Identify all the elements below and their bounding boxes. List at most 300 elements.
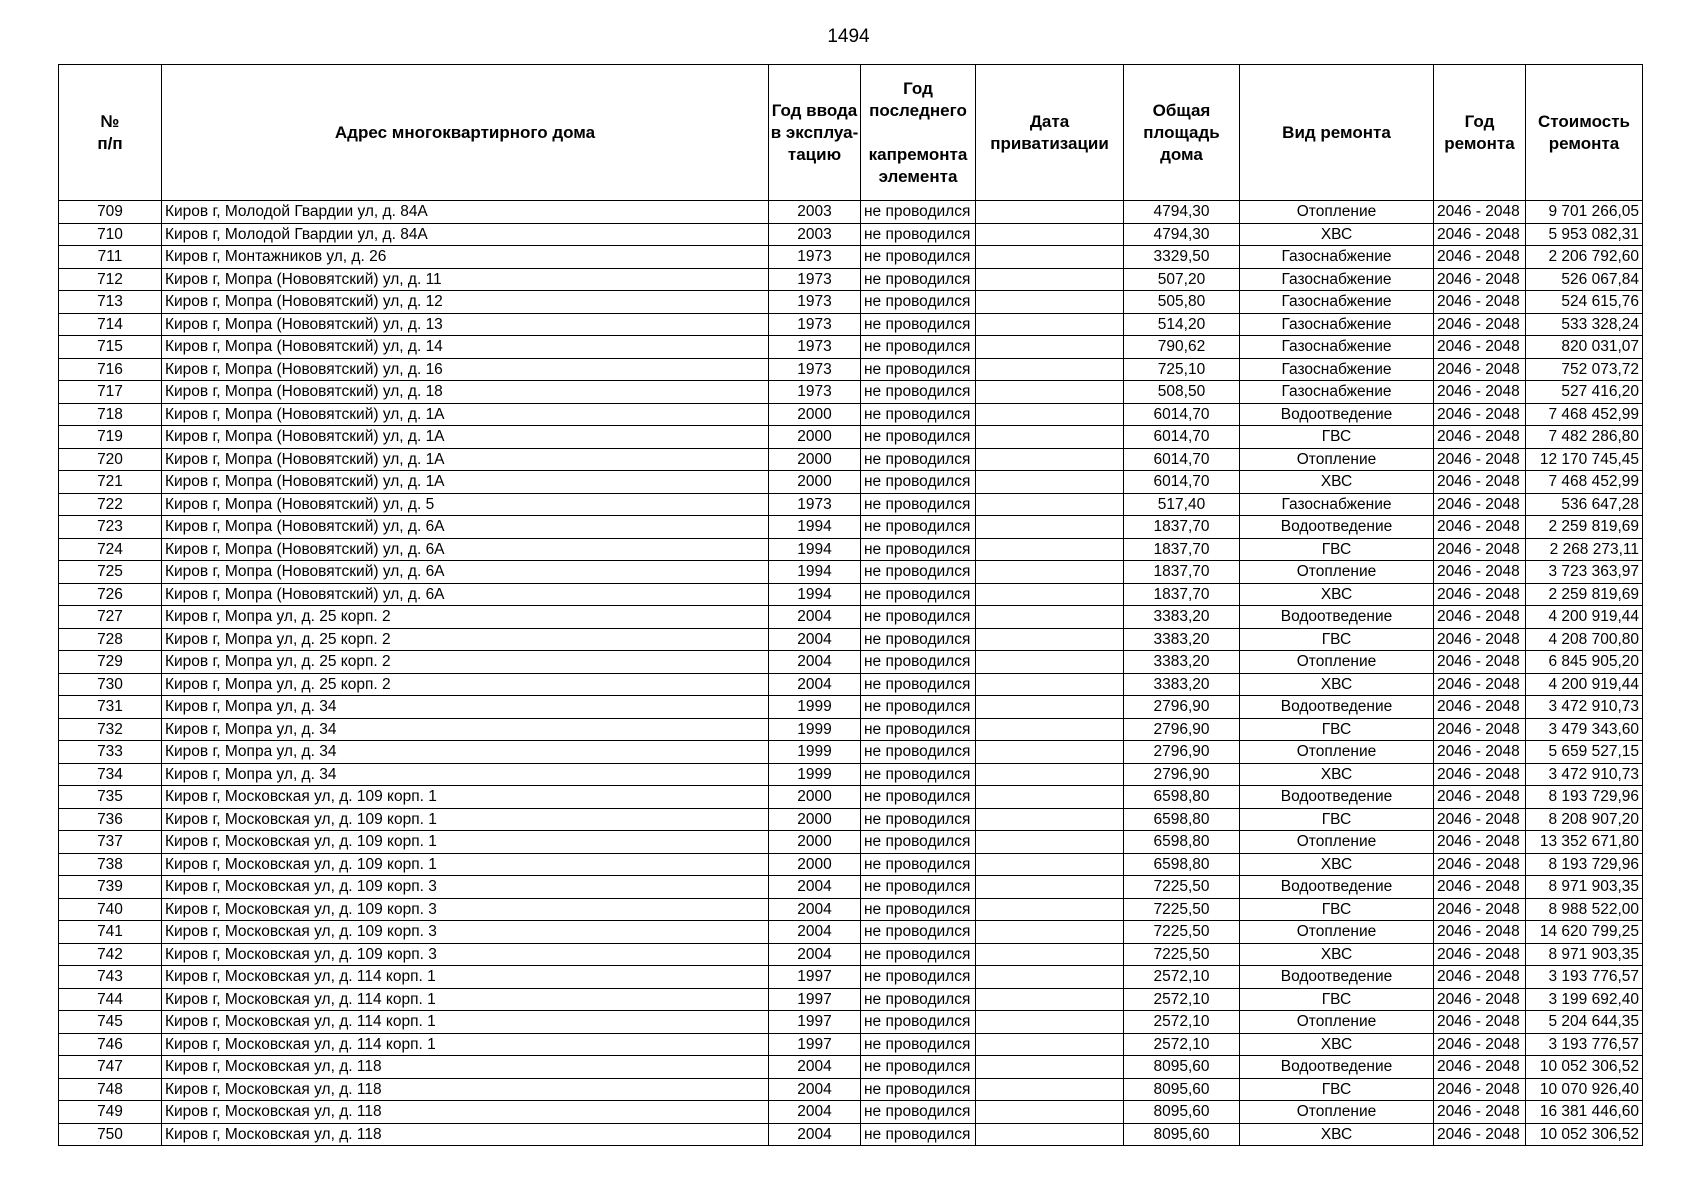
row-num: 740 xyxy=(59,898,162,921)
row-repair-type: Водоотведение xyxy=(1240,1056,1434,1079)
row-privatization-date xyxy=(976,448,1124,471)
row-repair-cost: 7 482 286,80 xyxy=(1526,426,1643,449)
row-year-commission: 2003 xyxy=(769,223,861,246)
row-year-commission: 2004 xyxy=(769,673,861,696)
row-num: 725 xyxy=(59,561,162,584)
row-repair-year: 2046 - 2048 xyxy=(1434,651,1526,674)
row-total-area: 8095,60 xyxy=(1124,1078,1240,1101)
row-privatization-date xyxy=(976,628,1124,651)
row-privatization-date xyxy=(976,583,1124,606)
row-privatization-date xyxy=(976,876,1124,899)
row-repair-year: 2046 - 2048 xyxy=(1434,876,1526,899)
row-year-commission: 1973 xyxy=(769,336,861,359)
row-last-repair: не проводился xyxy=(861,988,976,1011)
row-last-repair: не проводился xyxy=(861,471,976,494)
row-address: Киров г, Мопра (Нововятский) ул, д. 6А xyxy=(162,516,769,539)
row-year-commission: 1999 xyxy=(769,718,861,741)
row-repair-cost: 8 193 729,96 xyxy=(1526,853,1643,876)
row-year-commission: 2004 xyxy=(769,1123,861,1146)
row-repair-cost: 10 052 306,52 xyxy=(1526,1123,1643,1146)
row-repair-cost: 4 208 700,80 xyxy=(1526,628,1643,651)
row-total-area: 7225,50 xyxy=(1124,921,1240,944)
header-repair-cost-label: Стоимость ремонта xyxy=(1538,111,1630,153)
row-last-repair: не проводился xyxy=(861,1033,976,1056)
row-year-commission: 1994 xyxy=(769,583,861,606)
row-repair-cost: 5 953 082,31 xyxy=(1526,223,1643,246)
row-repair-year: 2046 - 2048 xyxy=(1434,381,1526,404)
row-total-area: 2572,10 xyxy=(1124,966,1240,989)
header-row xyxy=(59,65,1643,201)
row-repair-cost: 533 328,24 xyxy=(1526,313,1643,336)
row-total-area: 2572,10 xyxy=(1124,1033,1240,1056)
table-body xyxy=(59,201,1643,1146)
row-num: 741 xyxy=(59,921,162,944)
row-last-repair: не проводился xyxy=(861,718,976,741)
row-total-area: 7225,50 xyxy=(1124,876,1240,899)
row-total-area: 8095,60 xyxy=(1124,1101,1240,1124)
row-year-commission: 2000 xyxy=(769,426,861,449)
table-row xyxy=(59,448,1643,471)
row-privatization-date xyxy=(976,561,1124,584)
row-repair-cost: 3 193 776,57 xyxy=(1526,1033,1643,1056)
row-num: 750 xyxy=(59,1123,162,1146)
row-year-commission: 2000 xyxy=(769,471,861,494)
row-repair-type: Отопление xyxy=(1240,561,1434,584)
row-privatization-date xyxy=(976,763,1124,786)
row-address: Киров г, Мопра ул, д. 25 корп. 2 xyxy=(162,651,769,674)
row-repair-year: 2046 - 2048 xyxy=(1434,516,1526,539)
row-year-commission: 1973 xyxy=(769,291,861,314)
row-last-repair: не проводился xyxy=(861,966,976,989)
row-num: 738 xyxy=(59,853,162,876)
row-address: Киров г, Мопра (Нововятский) ул, д. 5 xyxy=(162,493,769,516)
row-num: 730 xyxy=(59,673,162,696)
row-repair-cost: 8 208 907,20 xyxy=(1526,808,1643,831)
row-repair-year: 2046 - 2048 xyxy=(1434,1033,1526,1056)
row-privatization-date xyxy=(976,1078,1124,1101)
row-repair-cost: 8 971 903,35 xyxy=(1526,876,1643,899)
table-row xyxy=(59,1101,1643,1124)
row-address: Киров г, Мопра ул, д. 34 xyxy=(162,763,769,786)
row-year-commission: 1973 xyxy=(769,381,861,404)
row-num: 718 xyxy=(59,403,162,426)
row-num: 732 xyxy=(59,718,162,741)
row-total-area: 8095,60 xyxy=(1124,1056,1240,1079)
row-repair-year: 2046 - 2048 xyxy=(1434,921,1526,944)
row-repair-type: ГВС xyxy=(1240,808,1434,831)
row-year-commission: 1973 xyxy=(769,246,861,269)
row-total-area: 3383,20 xyxy=(1124,628,1240,651)
row-repair-type: Водоотведение xyxy=(1240,696,1434,719)
row-total-area: 2796,90 xyxy=(1124,741,1240,764)
row-privatization-date xyxy=(976,336,1124,359)
row-num: 729 xyxy=(59,651,162,674)
row-year-commission: 1973 xyxy=(769,493,861,516)
row-address: Киров г, Мопра ул, д. 25 корп. 2 xyxy=(162,606,769,629)
table-row xyxy=(59,358,1643,381)
row-privatization-date xyxy=(976,1123,1124,1146)
row-address: Киров г, Мопра ул, д. 34 xyxy=(162,741,769,764)
row-repair-type: ХВС xyxy=(1240,763,1434,786)
row-year-commission: 2004 xyxy=(769,1056,861,1079)
row-privatization-date xyxy=(976,201,1124,224)
row-total-area: 2796,90 xyxy=(1124,718,1240,741)
row-total-area: 2572,10 xyxy=(1124,988,1240,1011)
row-repair-cost: 820 031,07 xyxy=(1526,336,1643,359)
row-repair-cost: 8 971 903,35 xyxy=(1526,943,1643,966)
row-repair-year: 2046 - 2048 xyxy=(1434,943,1526,966)
header-repair-type xyxy=(1240,65,1434,201)
row-last-repair: не проводился xyxy=(861,538,976,561)
row-repair-year: 2046 - 2048 xyxy=(1434,853,1526,876)
row-last-repair: не проводился xyxy=(861,358,976,381)
row-repair-type: Газоснабжение xyxy=(1240,291,1434,314)
row-year-commission: 1997 xyxy=(769,966,861,989)
row-year-commission: 2004 xyxy=(769,876,861,899)
row-address: Киров г, Мопра (Нововятский) ул, д. 6А xyxy=(162,561,769,584)
row-address: Киров г, Мопра (Нововятский) ул, д. 6А xyxy=(162,583,769,606)
row-repair-cost: 526 067,84 xyxy=(1526,268,1643,291)
row-total-area: 517,40 xyxy=(1124,493,1240,516)
row-repair-cost: 3 472 910,73 xyxy=(1526,763,1643,786)
row-last-repair: не проводился xyxy=(861,921,976,944)
header-num xyxy=(59,65,162,201)
row-last-repair: не проводился xyxy=(861,898,976,921)
row-repair-year: 2046 - 2048 xyxy=(1434,313,1526,336)
row-num: 727 xyxy=(59,606,162,629)
table-row xyxy=(59,898,1643,921)
row-address: Киров г, Московская ул, д. 118 xyxy=(162,1123,769,1146)
row-last-repair: не проводился xyxy=(861,943,976,966)
row-year-commission: 1973 xyxy=(769,358,861,381)
row-repair-year: 2046 - 2048 xyxy=(1434,628,1526,651)
row-total-area: 6598,80 xyxy=(1124,831,1240,854)
row-repair-year: 2046 - 2048 xyxy=(1434,268,1526,291)
row-repair-type: ГВС xyxy=(1240,426,1434,449)
row-total-area: 725,10 xyxy=(1124,358,1240,381)
table-row xyxy=(59,628,1643,651)
table-row xyxy=(59,1033,1643,1056)
row-repair-type: ГВС xyxy=(1240,988,1434,1011)
table-row xyxy=(59,381,1643,404)
table-row xyxy=(59,561,1643,584)
row-last-repair: не проводился xyxy=(861,651,976,674)
table-row xyxy=(59,741,1643,764)
row-repair-cost: 3 479 343,60 xyxy=(1526,718,1643,741)
row-year-commission: 1994 xyxy=(769,516,861,539)
row-num: 743 xyxy=(59,966,162,989)
row-repair-type: Газоснабжение xyxy=(1240,313,1434,336)
row-num: 734 xyxy=(59,763,162,786)
row-privatization-date xyxy=(976,786,1124,809)
row-num: 747 xyxy=(59,1056,162,1079)
row-last-repair: не проводился xyxy=(861,628,976,651)
table-row xyxy=(59,876,1643,899)
row-repair-type: Отопление xyxy=(1240,1101,1434,1124)
row-address: Киров г, Молодой Гвардии ул, д. 84А xyxy=(162,223,769,246)
row-repair-year: 2046 - 2048 xyxy=(1434,831,1526,854)
row-num: 742 xyxy=(59,943,162,966)
row-address: Киров г, Московская ул, д. 109 корп. 1 xyxy=(162,786,769,809)
row-total-area: 4794,30 xyxy=(1124,223,1240,246)
row-last-repair: не проводился xyxy=(861,1056,976,1079)
row-year-commission: 2000 xyxy=(769,403,861,426)
table-row xyxy=(59,606,1643,629)
row-repair-year: 2046 - 2048 xyxy=(1434,561,1526,584)
table-row xyxy=(59,246,1643,269)
row-repair-cost: 3 199 692,40 xyxy=(1526,988,1643,1011)
table-row xyxy=(59,538,1643,561)
page-number: 1494 xyxy=(827,26,870,47)
row-address: Киров г, Московская ул, д. 109 корп. 1 xyxy=(162,853,769,876)
row-repair-year: 2046 - 2048 xyxy=(1434,201,1526,224)
row-address: Киров г, Московская ул, д. 114 корп. 1 xyxy=(162,966,769,989)
row-total-area: 8095,60 xyxy=(1124,1123,1240,1146)
table-row xyxy=(59,718,1643,741)
row-num: 721 xyxy=(59,471,162,494)
row-last-repair: не проводился xyxy=(861,313,976,336)
row-last-repair: не проводился xyxy=(861,1101,976,1124)
row-repair-year: 2046 - 2048 xyxy=(1434,448,1526,471)
row-year-commission: 2004 xyxy=(769,651,861,674)
row-privatization-date xyxy=(976,291,1124,314)
table-row xyxy=(59,471,1643,494)
row-num: 715 xyxy=(59,336,162,359)
row-repair-year: 2046 - 2048 xyxy=(1434,336,1526,359)
row-repair-type: ХВС xyxy=(1240,1123,1434,1146)
row-repair-type: Газоснабжение xyxy=(1240,336,1434,359)
row-repair-type: Отопление xyxy=(1240,201,1434,224)
row-privatization-date xyxy=(976,651,1124,674)
row-privatization-date xyxy=(976,966,1124,989)
row-repair-type: Водоотведение xyxy=(1240,606,1434,629)
row-privatization-date xyxy=(976,381,1124,404)
row-year-commission: 2004 xyxy=(769,628,861,651)
row-address: Киров г, Московская ул, д. 109 корп. 1 xyxy=(162,831,769,854)
row-repair-year: 2046 - 2048 xyxy=(1434,1123,1526,1146)
row-privatization-date xyxy=(976,831,1124,854)
row-total-area: 2796,90 xyxy=(1124,696,1240,719)
row-repair-cost: 752 073,72 xyxy=(1526,358,1643,381)
row-repair-type: ХВС xyxy=(1240,673,1434,696)
header-total-area-label: Общая площадь дома xyxy=(1143,100,1220,164)
row-last-repair: не проводился xyxy=(861,201,976,224)
row-address: Киров г, Мопра ул, д. 25 корп. 2 xyxy=(162,673,769,696)
row-address: Киров г, Мопра ул, д. 34 xyxy=(162,718,769,741)
row-privatization-date xyxy=(976,426,1124,449)
row-repair-year: 2046 - 2048 xyxy=(1434,291,1526,314)
row-repair-type: Газоснабжение xyxy=(1240,268,1434,291)
row-repair-type: Отопление xyxy=(1240,921,1434,944)
table-row xyxy=(59,786,1643,809)
header-repair-year xyxy=(1434,65,1526,201)
row-last-repair: не проводился xyxy=(861,1078,976,1101)
row-total-area: 514,20 xyxy=(1124,313,1240,336)
row-last-repair: не проводился xyxy=(861,808,976,831)
row-total-area: 6598,80 xyxy=(1124,786,1240,809)
row-last-repair: не проводился xyxy=(861,583,976,606)
row-num: 733 xyxy=(59,741,162,764)
row-year-commission: 1997 xyxy=(769,988,861,1011)
row-repair-type: ГВС xyxy=(1240,1078,1434,1101)
row-total-area: 1837,70 xyxy=(1124,516,1240,539)
row-repair-cost: 2 259 819,69 xyxy=(1526,516,1643,539)
row-repair-cost: 2 206 792,60 xyxy=(1526,246,1643,269)
row-year-commission: 2000 xyxy=(769,448,861,471)
row-last-repair: не проводился xyxy=(861,673,976,696)
row-privatization-date xyxy=(976,268,1124,291)
row-year-commission: 2004 xyxy=(769,898,861,921)
row-privatization-date xyxy=(976,313,1124,336)
row-repair-cost: 13 352 671,80 xyxy=(1526,831,1643,854)
row-repair-cost: 10 070 926,40 xyxy=(1526,1078,1643,1101)
row-year-commission: 1994 xyxy=(769,561,861,584)
table-row xyxy=(59,696,1643,719)
row-num: 716 xyxy=(59,358,162,381)
table-row xyxy=(59,426,1643,449)
row-address: Киров г, Мопра (Нововятский) ул, д. 1А xyxy=(162,426,769,449)
header-last-repair xyxy=(861,65,976,201)
row-num: 713 xyxy=(59,291,162,314)
row-address: Киров г, Московская ул, д. 109 корп. 3 xyxy=(162,898,769,921)
row-address: Киров г, Московская ул, д. 109 корп. 1 xyxy=(162,808,769,831)
row-repair-year: 2046 - 2048 xyxy=(1434,741,1526,764)
table-row xyxy=(59,201,1643,224)
row-num: 737 xyxy=(59,831,162,854)
row-total-area: 3383,20 xyxy=(1124,606,1240,629)
row-repair-type: ГВС xyxy=(1240,628,1434,651)
row-repair-cost: 10 052 306,52 xyxy=(1526,1056,1643,1079)
row-total-area: 1837,70 xyxy=(1124,583,1240,606)
row-repair-type: Водоотведение xyxy=(1240,876,1434,899)
header-address-label: Адрес многоквартирного дома xyxy=(334,122,596,142)
table-row xyxy=(59,313,1643,336)
row-address: Киров г, Мопра (Нововятский) ул, д. 13 xyxy=(162,313,769,336)
row-repair-type: Водоотведение xyxy=(1240,966,1434,989)
row-repair-year: 2046 - 2048 xyxy=(1434,673,1526,696)
row-last-repair: не проводился xyxy=(861,291,976,314)
row-num: 745 xyxy=(59,1011,162,1034)
row-repair-type: Водоотведение xyxy=(1240,516,1434,539)
row-repair-year: 2046 - 2048 xyxy=(1434,426,1526,449)
row-address: Киров г, Мопра (Нововятский) ул, д. 1А xyxy=(162,471,769,494)
header-year-commission xyxy=(769,65,861,201)
row-privatization-date xyxy=(976,898,1124,921)
row-last-repair: не проводился xyxy=(861,763,976,786)
row-address: Киров г, Мопра (Нововятский) ул, д. 6А xyxy=(162,538,769,561)
row-total-area: 3383,20 xyxy=(1124,651,1240,674)
row-last-repair: не проводился xyxy=(861,876,976,899)
row-num: 735 xyxy=(59,786,162,809)
row-address: Киров г, Мопра (Нововятский) ул, д. 12 xyxy=(162,291,769,314)
table-row xyxy=(59,673,1643,696)
row-last-repair: не проводился xyxy=(861,381,976,404)
row-last-repair: не проводился xyxy=(861,448,976,471)
row-privatization-date xyxy=(976,223,1124,246)
row-privatization-date xyxy=(976,1033,1124,1056)
table-row xyxy=(59,516,1643,539)
row-privatization-date xyxy=(976,1101,1124,1124)
row-year-commission: 2004 xyxy=(769,921,861,944)
row-last-repair: не проводился xyxy=(861,403,976,426)
header-num-label: № п/п xyxy=(97,111,123,153)
row-total-area: 7225,50 xyxy=(1124,898,1240,921)
row-repair-type: Отопление xyxy=(1240,651,1434,674)
table-row xyxy=(59,808,1643,831)
row-last-repair: не проводился xyxy=(861,741,976,764)
row-repair-type: ГВС xyxy=(1240,718,1434,741)
row-year-commission: 1999 xyxy=(769,741,861,764)
row-total-area: 4794,30 xyxy=(1124,201,1240,224)
row-last-repair: не проводился xyxy=(861,223,976,246)
row-total-area: 6014,70 xyxy=(1124,448,1240,471)
row-address: Киров г, Московская ул, д. 114 корп. 1 xyxy=(162,1011,769,1034)
row-year-commission: 2000 xyxy=(769,853,861,876)
row-total-area: 6014,70 xyxy=(1124,426,1240,449)
row-num: 720 xyxy=(59,448,162,471)
row-privatization-date xyxy=(976,1011,1124,1034)
row-year-commission: 1973 xyxy=(769,313,861,336)
row-total-area: 7225,50 xyxy=(1124,943,1240,966)
row-repair-cost: 5 659 527,15 xyxy=(1526,741,1643,764)
repair-registry-table xyxy=(58,64,1643,1146)
row-repair-type: ГВС xyxy=(1240,538,1434,561)
table-row xyxy=(59,1056,1643,1079)
header-repair-cost xyxy=(1526,65,1643,201)
row-repair-cost: 7 468 452,99 xyxy=(1526,403,1643,426)
row-privatization-date xyxy=(976,741,1124,764)
row-repair-cost: 5 204 644,35 xyxy=(1526,1011,1643,1034)
table-row xyxy=(59,763,1643,786)
row-last-repair: не проводился xyxy=(861,1123,976,1146)
row-address: Киров г, Московская ул, д. 109 корп. 3 xyxy=(162,876,769,899)
row-address: Киров г, Московская ул, д. 109 корп. 3 xyxy=(162,943,769,966)
row-repair-year: 2046 - 2048 xyxy=(1434,1011,1526,1034)
row-repair-year: 2046 - 2048 xyxy=(1434,718,1526,741)
row-year-commission: 2003 xyxy=(769,201,861,224)
row-repair-year: 2046 - 2048 xyxy=(1434,696,1526,719)
header-last-repair-label: Год последнего капремонта элемента xyxy=(868,78,968,186)
header-repair-year-label: Год ремонта xyxy=(1444,111,1515,153)
row-total-area: 3329,50 xyxy=(1124,246,1240,269)
row-privatization-date xyxy=(976,358,1124,381)
row-total-area: 1837,70 xyxy=(1124,538,1240,561)
row-year-commission: 2004 xyxy=(769,606,861,629)
row-repair-type: ХВС xyxy=(1240,223,1434,246)
row-repair-year: 2046 - 2048 xyxy=(1434,358,1526,381)
row-repair-cost: 16 381 446,60 xyxy=(1526,1101,1643,1124)
row-num: 746 xyxy=(59,1033,162,1056)
row-num: 731 xyxy=(59,696,162,719)
table-row xyxy=(59,651,1643,674)
row-privatization-date xyxy=(976,943,1124,966)
row-total-area: 6014,70 xyxy=(1124,471,1240,494)
row-address: Киров г, Мопра (Нововятский) ул, д. 1А xyxy=(162,448,769,471)
row-repair-cost: 14 620 799,25 xyxy=(1526,921,1643,944)
table-row xyxy=(59,966,1643,989)
row-address: Киров г, Монтажников ул, д. 26 xyxy=(162,246,769,269)
header-privatization-date xyxy=(976,65,1124,201)
row-num: 717 xyxy=(59,381,162,404)
row-repair-type: ГВС xyxy=(1240,898,1434,921)
row-repair-type: Отопление xyxy=(1240,741,1434,764)
row-repair-type: Газоснабжение xyxy=(1240,358,1434,381)
table-row xyxy=(59,493,1643,516)
row-num: 744 xyxy=(59,988,162,1011)
row-privatization-date xyxy=(976,696,1124,719)
row-repair-year: 2046 - 2048 xyxy=(1434,606,1526,629)
row-total-area: 6598,80 xyxy=(1124,853,1240,876)
